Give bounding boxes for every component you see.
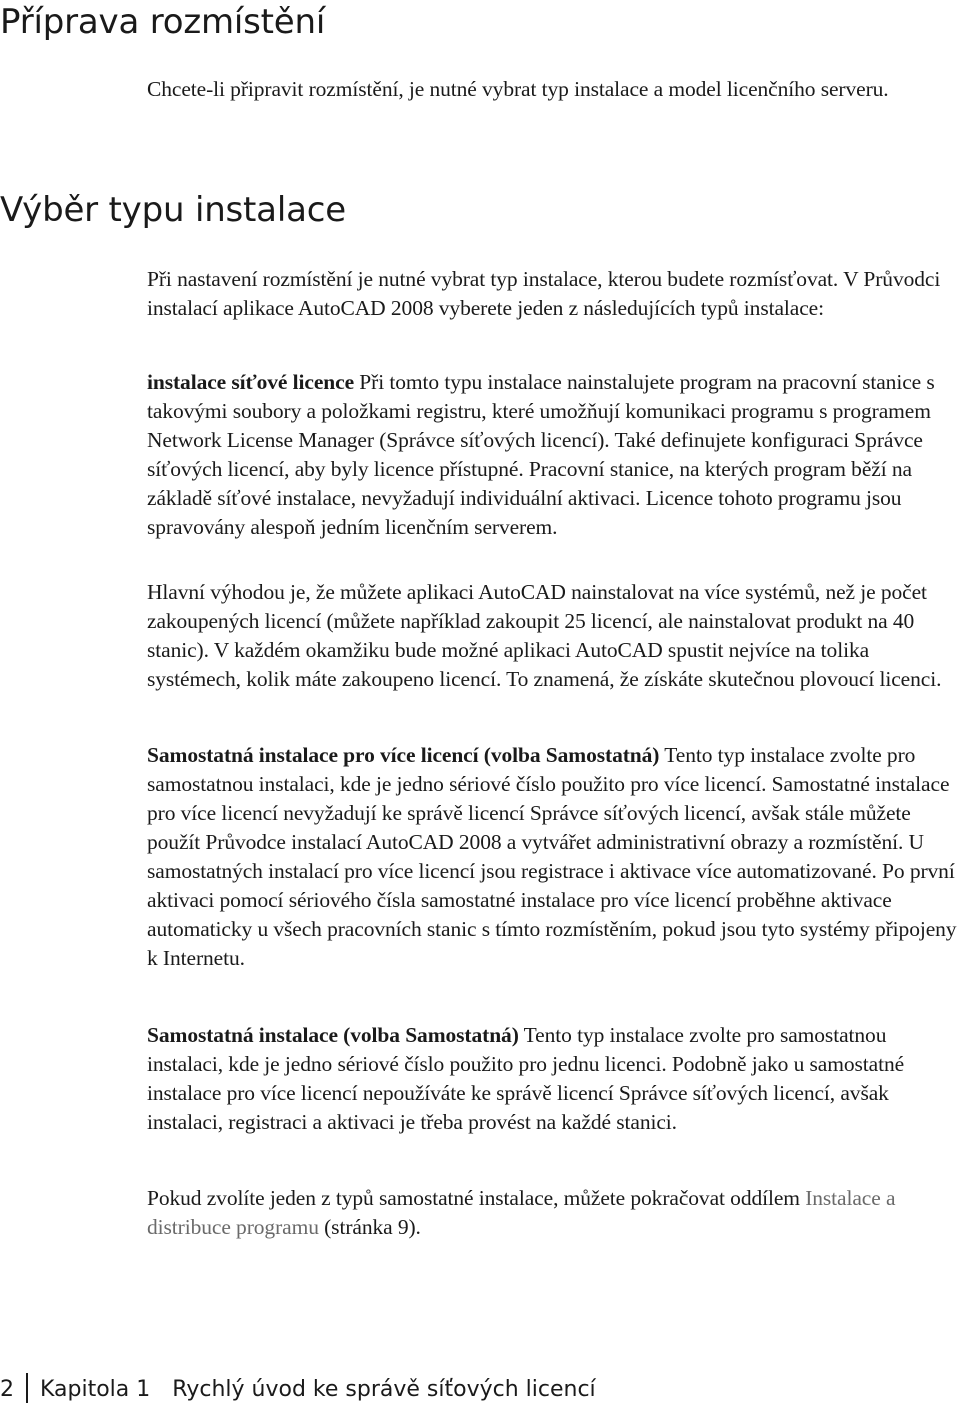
network-license-paragraph <box>147 368 960 542</box>
multi-seat-term: Samostatná instalace pro více licencí (volba Samostatná) <box>147 743 660 767</box>
chapter-label: Kapitola 1 <box>40 1377 151 1402</box>
install-distribution-link[interactable]: Instalace a distribuce programu <box>147 1186 896 1239</box>
advantage-paragraph: Hlavní výhodou je, že můžete aplikaci AutoCAD nainstalovat na více systémů, než je počet zakoupených licencí (můžete například zakoupit 25 licencí, ale nainstalovat produkt na 40 stanic). V každém okamžiku bude možné aplikaci AutoCAD spustit nejvíce na tolika systémech, kolik máte zakoupeno licencí. To znamená, že získáte skutečnou plovoucí licenci. <box>147 580 942 691</box>
multi-seat-text: Tento typ instalace zvolte pro samostatnou instalaci, kde je jedno sériové číslo použito pro více licencí. Samostatné instalace pro více licencí nevyžadují ke správě licencí Správce síťových licencí, avšak stále můžete použít Průvodce instalací AutoCAD 2008 a vytvářet administrativní obrazy a rozmístění. U samostatných instalací pro více licencí jsou registrace i aktivace více automatizované. Po první aktivaci pomocí sériového čísla samostatné instalace pro více licencí proběhne aktivace automaticky u všech pracovních stanic s tímto rozmístěním, pokud jsou tyto systémy připojeny k Internetu. <box>147 743 957 970</box>
standalone-paragraph <box>147 1021 960 1137</box>
page-title: Příprava rozmístění <box>0 2 326 42</box>
multi-seat-paragraph <box>147 741 960 973</box>
page-footer <box>0 1373 596 1404</box>
section-heading: Výběr typu instalace <box>0 190 346 230</box>
standalone-text: Tento typ instalace zvolte pro samostatnou instalaci, kde je jedno sériové číslo použito pro jednu licenci. Podobně jako u samostatné instalace pro více licencí nepoužíváte ke správě licencí Správce síťových licencí, avšak instalaci, registraci a aktivaci je třeba provést na každé stanici. <box>147 1023 905 1134</box>
footer-separator <box>26 1373 28 1403</box>
standalone-term: Samostatná instalace (volba Samostatná) <box>147 1023 519 1047</box>
network-license-text: Při tomto typu instalace nainstalujete program na pracovní stanice s takovými soubory a položkami registru, které umožňují komunikaci programu s programem Network License Manager (Správce síťových licencí). Také definujete konfiguraci Správce síťových licencí, aby byly licence přístupné. Pracovní stanice, na kterých program běží na základě síťové instalace, nevyžadují individuální aktivaci. Licence tohoto programu jsou spravovány alespoň jedním licenčním serverem. <box>147 370 935 539</box>
closing-paragraph <box>147 1184 960 1242</box>
page-number: 2 <box>0 1377 14 1402</box>
closing-text-before: Pokud zvolíte jeden z typů samostatné instalace, můžete pokračovat oddílem <box>147 1186 806 1210</box>
section-intro-paragraph: Při nastavení rozmístění je nutné vybrat typ instalace, kterou budete rozmísťovat. V Průvodci instalací aplikace AutoCAD 2008 vyberete jeden z následujících typů instalace: <box>147 267 941 320</box>
intro-paragraph: Chcete-li připravit rozmístění, je nutné vybrat typ instalace a model licenčního serveru. <box>147 77 889 101</box>
closing-text-after: (stránka 9). <box>318 1215 421 1239</box>
network-license-term: instalace síťové licence <box>147 370 355 394</box>
chapter-title: Rychlý úvod ke správě síťových licencí <box>172 1377 596 1402</box>
